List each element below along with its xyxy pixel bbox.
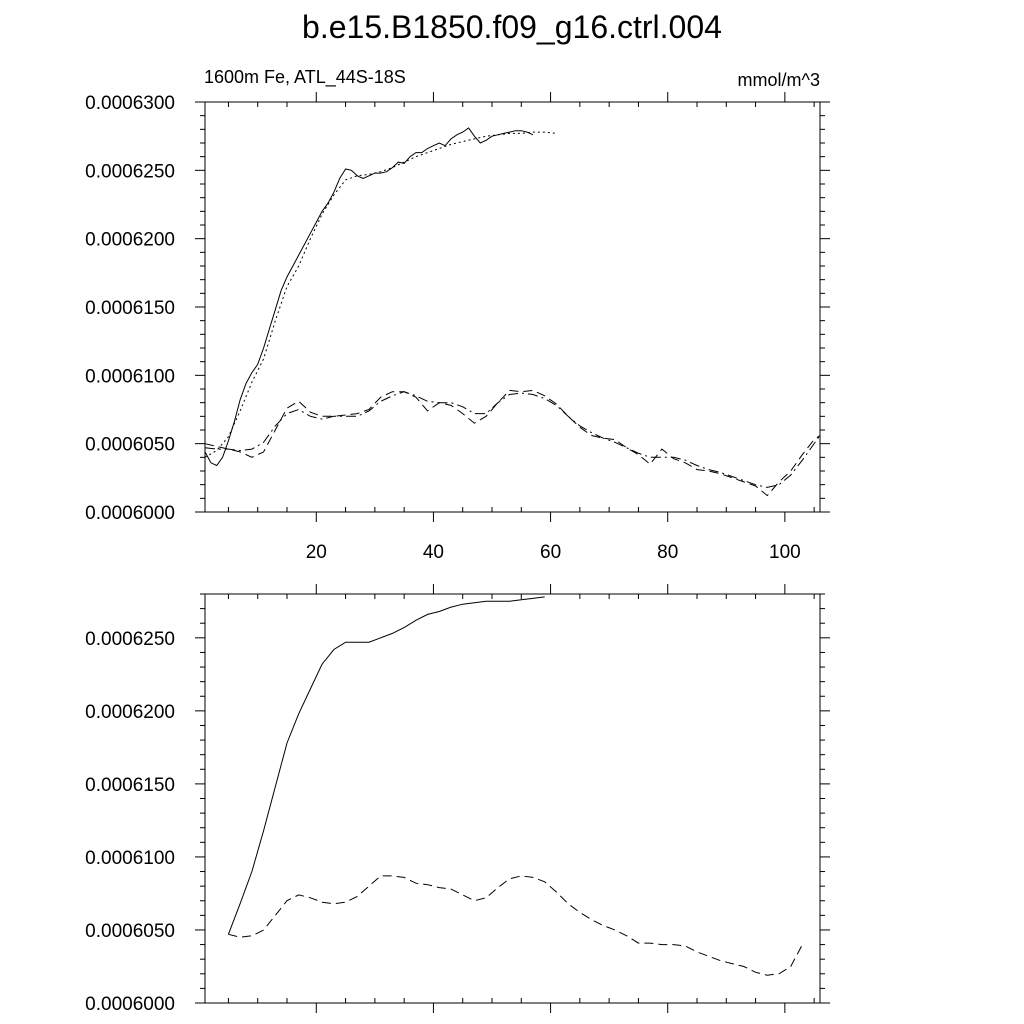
panel-1-y-tick-label: 0.0006300 <box>85 93 175 114</box>
panel-1-x-tick-label: 100 <box>769 542 801 563</box>
panel-1-y-tick-label: 0.0006200 <box>85 229 175 251</box>
panel-2-y-tick-label: 0.0006000 <box>85 994 175 1015</box>
panel-1-series-dotted-line <box>205 132 556 457</box>
panel-1-plot <box>85 92 830 563</box>
panel-1-series-dash-dot-line <box>205 392 820 488</box>
panel-2-plot <box>85 584 830 1015</box>
panel-1-series-solid-line <box>205 128 533 466</box>
panel-2-y-tick-label: 0.0006250 <box>85 628 175 650</box>
panel-2-series-solid-line <box>228 597 544 934</box>
panel-2-series-dashed-line <box>228 876 802 975</box>
panel-1-x-tick-label: 20 <box>305 542 327 563</box>
panel-1-left-subtitle: 1600m Fe, ATL_44S-18S <box>204 67 406 87</box>
panel-1-frame <box>205 102 820 512</box>
panel-1-x-tick-label: 80 <box>657 542 679 563</box>
panel-1-y-tick-label: 0.0006050 <box>85 434 175 456</box>
panel-1-y-tick-label: 0.0006100 <box>85 366 175 388</box>
panel-1-x-tick-label: 40 <box>422 542 444 563</box>
panel-2-y-tick-label: 0.0006100 <box>85 847 175 869</box>
panel-1-y-tick-label: 0.0006150 <box>85 298 175 319</box>
panel-2-y-tick-label: 0.0006050 <box>85 920 175 942</box>
panel-2-frame <box>205 594 820 1003</box>
figure-title: b.e15.B1850.f09_g16.ctrl.004 <box>302 9 722 45</box>
panel-1-y-tick-label: 0.0006000 <box>85 503 175 524</box>
panel-1-right-subtitle: mmol/m^3 <box>737 70 820 90</box>
panel-2-y-tick-label: 0.0006150 <box>85 774 175 796</box>
panel-2-y-tick-label: 0.0006200 <box>85 701 175 723</box>
panel-1-y-tick-label: 0.0006250 <box>85 161 175 183</box>
panel-1-series-dashed-line <box>205 390 820 495</box>
panel-1-x-tick-label: 60 <box>540 542 562 563</box>
